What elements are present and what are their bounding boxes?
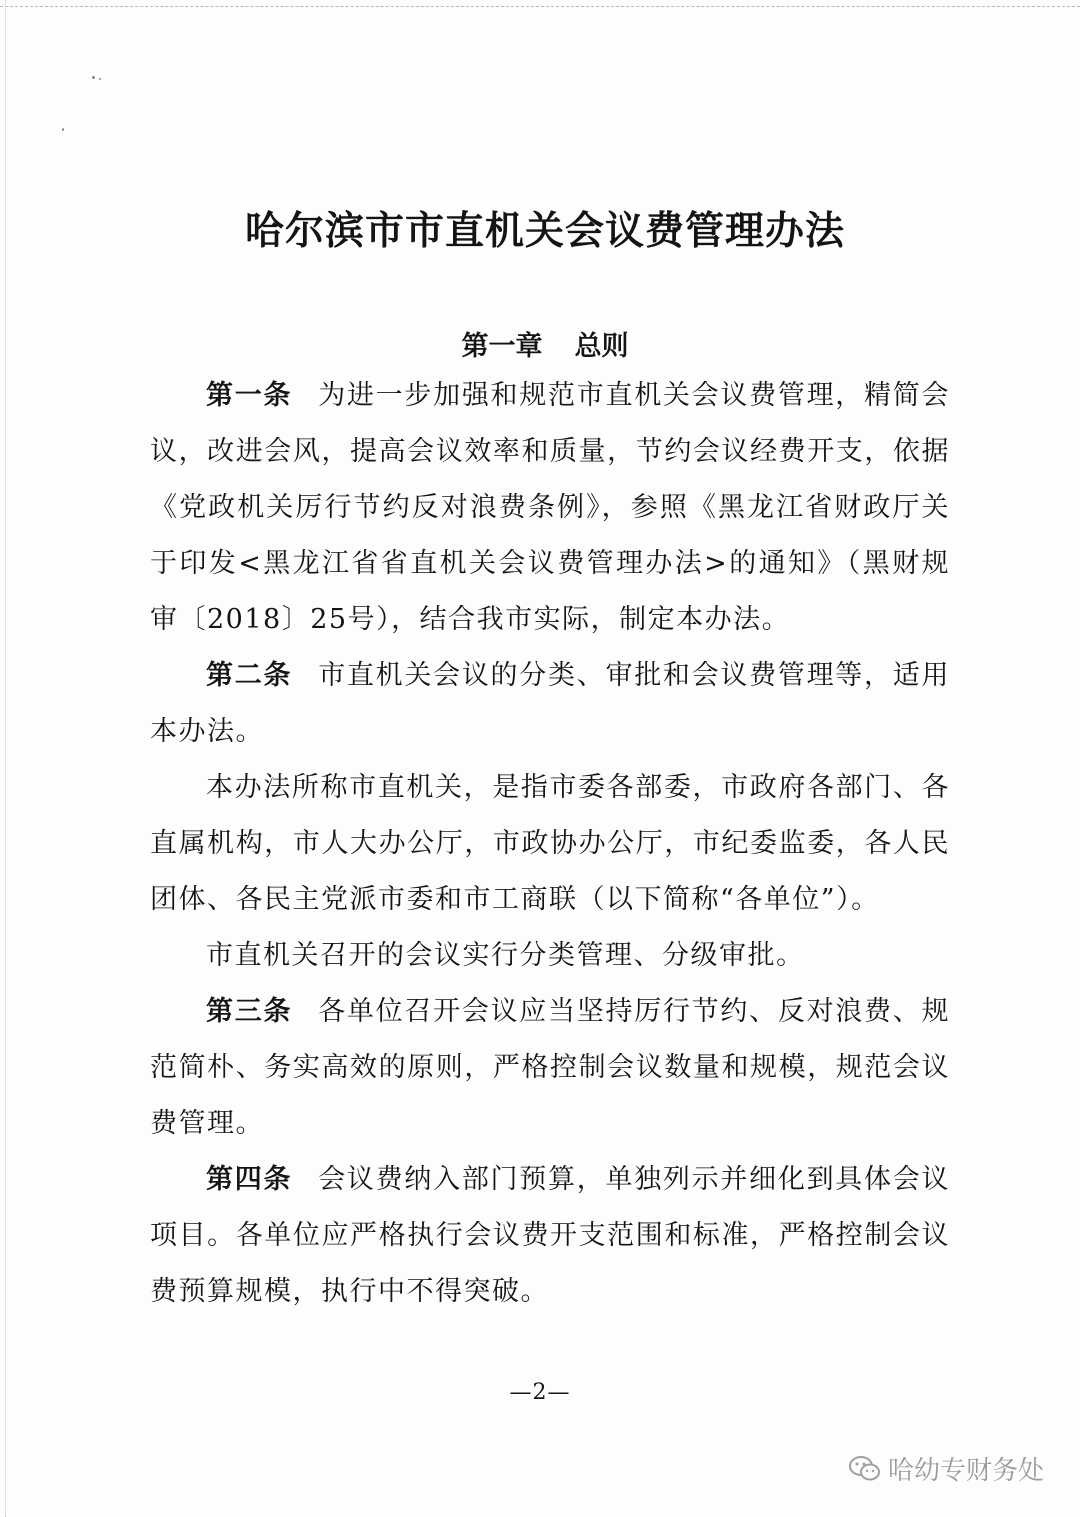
article-label: 第二条 — [206, 660, 293, 691]
paragraph — [150, 760, 950, 928]
article-paragraph — [150, 368, 950, 648]
article-text: 为进一步加强和规范市直机关会议费管理，精简会议，改进会风，提高会议效率和质量，节约会议经费开支，依据《党政机关厉行节约反对浪费条例》，参照《黑龙江省财政厅关于印发<黑龙江省省直机关会议费管理办法>的通知》（黑财规审〔2018〕25号），结合我市实际，制定本办法。 — [150, 380, 950, 635]
chapter-number: 第一章 — [461, 331, 543, 362]
article-paragraph — [150, 984, 950, 1152]
scan-edge-top — [0, 0, 1080, 7]
article-paragraph — [150, 1152, 950, 1320]
wechat-icon — [848, 1454, 882, 1484]
article-paragraph — [150, 648, 950, 760]
document-title: 哈尔滨市市直机关会议费管理办法 — [244, 209, 845, 254]
paragraph-text: 市直机关召开的会议实行分类管理、分级审批。 — [206, 940, 805, 971]
watermark — [848, 1450, 1044, 1487]
scan-speck — [92, 76, 95, 79]
paragraph-text: 本办法所称市直机关，是指市委各部委，市政府各部门、各直属机构，市人大办公厅，市政协办公厅，市纪委监委，各人民团体、各民主党派市委和市工商联（以下简称“各单位”）。 — [150, 772, 950, 915]
article-label: 第三条 — [206, 996, 293, 1027]
article-text: 各单位召开会议应当坚持厉行节约、反对浪费、规范简朴、务实高效的原则，严格控制会议数量和规模，规范会议费管理。 — [150, 996, 950, 1139]
article-label: 第四条 — [206, 1164, 293, 1195]
chapter-heading — [0, 324, 1080, 363]
watermark-text: 哈幼专财务处 — [888, 1456, 1045, 1486]
scan-speck — [99, 78, 101, 80]
document-body — [150, 368, 950, 1320]
scan-speck — [62, 128, 64, 131]
paragraph — [150, 928, 950, 984]
article-label: 第一条 — [206, 380, 293, 411]
article-text: 会议费纳入部门预算，单独列示并细化到具体会议项目。各单位应严格执行会议费开支范围和标准，严格控制会议费预算规模，执行中不得突破。 — [150, 1164, 950, 1307]
page-number: —2— — [509, 1380, 571, 1405]
chapter-name: 总则 — [574, 331, 629, 362]
article-text: 市直机关会议的分类、审批和会议费管理等，适用本办法。 — [150, 660, 950, 747]
